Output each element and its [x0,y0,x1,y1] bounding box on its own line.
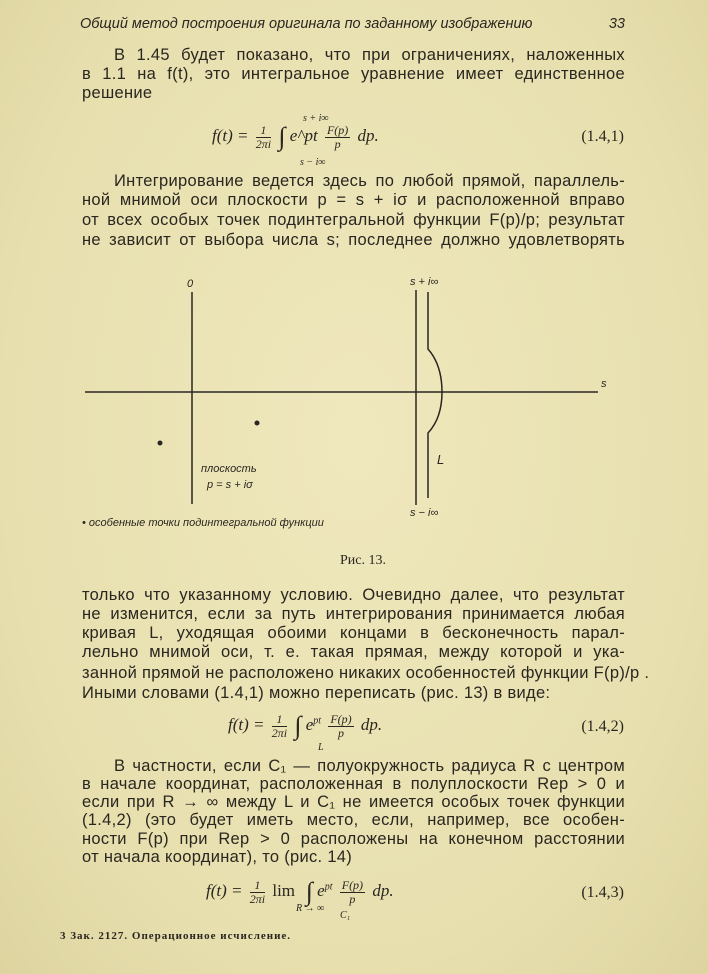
text-line: (1.4,2) (это будет иметь место, если, например, все особен- [82,811,625,829]
limit-subscript: R → ∞ [296,903,325,914]
figure-legend: • особенные точки подинтегральной функции [82,517,324,529]
eq-tail: dp. [360,714,383,734]
fraction-numerator: 1 [272,713,287,727]
integral-lower-limit: s − i∞ [300,157,326,168]
text-line: в начале координат, расположенная в полуплоскости Rep > 0 и [82,775,625,793]
coefficient-fraction [250,879,265,906]
text-line: кривая L, уходящая обоими концами в бесконечность парал- [82,624,625,642]
exponent: pt [313,715,322,727]
fraction-denominator: 2πi [255,136,272,151]
text-line: от всех особых точек подинтегральной функции F(p)/p; результат [82,211,625,229]
eq-lhs: f(t) = [206,880,243,900]
text-line: ной мнимой оси плоскости p = s + iσ и расположенной вправо [82,191,625,209]
eq-tail: dp. [372,880,394,900]
fraction-denominator: 2πi [249,891,266,906]
text-line: Иными словами (1.4,1) можно переписать (рис. 13) в виде: [82,684,551,702]
figure-caption: Рис. 13. [340,553,386,568]
equation-number: (1.4,1) [581,128,624,145]
page-number: 33 [608,16,625,32]
header-title: Общий метод построения оригинала по заданному изображению [80,16,533,32]
integral-lower-limit: L [318,742,324,753]
coefficient-fraction [272,713,287,740]
integral-sign: ∫ [299,877,313,906]
equation-body: f(t) = $\frac{1}{2\pi i}$ lim ∫ $e^{pt}$ $\frac{F(p)}{p}$ dp. [206,877,394,906]
fraction-denominator: p [349,891,356,906]
fraction-denominator: p [334,136,341,151]
integral-sign: ∫ [278,122,286,151]
integrand-fraction [328,713,353,740]
fraction-numerator: F(p) [326,122,349,137]
curve-L [428,292,445,498]
integral-sign: ∫ [294,711,302,740]
equation-body: f(t) = $\frac{1}{2\pi i}$ ∫ $e^{pt}$ $\frac{F(p)}{p}$ dp. [228,711,383,740]
plane-equation-label: p = s + iσ [207,479,253,491]
eq-lhs: f(t) = [212,125,249,145]
equation-number: (1.4,2) [581,718,624,735]
exponent: pt [324,881,333,893]
top-limit-label: s + i∞ [410,276,439,288]
text-line: в 1.1 на f(t), это интегральное уравнение имеет единственное [82,65,625,83]
text-line: В 1.45 будет показано, что при ограничениях, наложенных [114,46,625,64]
plane-label: плоскость [201,463,257,475]
eq-tail: dp. [357,125,379,145]
text-line: не зависит от выбора числа s; последнее должно удовлетворять [82,231,625,249]
text-line: только что указанному условию. Очевидно далее, что результат [82,586,625,604]
integrand-fraction [340,879,365,906]
text-line: ности F(p) при Rep > 0 расположены на конечном расстоянии [82,830,625,848]
eq-lhs: f(t) = [228,714,265,734]
singular-point [255,421,260,426]
equation-number: (1.4,3) [581,884,624,901]
curve-label: L [437,452,445,467]
integrand-exponential: e^pt [289,125,318,145]
text-line: решение [82,84,153,102]
text-line: не изменится, если за путь интегрирования принимается любая [82,605,625,623]
fraction-numerator: F(p) [330,711,352,726]
fraction-denominator: 2πi [271,725,288,740]
fraction-numerator: 1 [250,879,265,893]
singular-point [158,441,163,446]
text-line: Интегрирование ведется здесь по любой прямой, параллель- [114,172,625,190]
bottom-limit-label: s − i∞ [410,507,439,519]
text-line: занной прямой не расположено никаких особенностей функции F(p)/p . [82,664,650,682]
limit-operator: lim [272,880,296,900]
text-line: от начала координат), то (рис. 14) [82,848,353,866]
integral-lower-limit: C₁ [340,910,351,921]
text-line: если при R → ∞ между L и C₁ не имеется особых точек функции [82,793,625,811]
axis-label: s [601,378,607,390]
fraction-numerator: 1 [256,124,271,138]
text-line: лельно мнимой оси, т. е. такая прямая, между которой и ука- [82,643,625,661]
integral-upper-limit: s + i∞ [303,113,329,124]
printer-footer: 3 Зак. 2127. Операционное исчисление. [60,930,292,942]
fraction-numerator: F(p) [341,877,364,892]
fraction-denominator: p [337,725,344,740]
text-line: В частности, если C₁ — полуокружность радиуса R с центром [114,757,625,775]
origin-label: 0 [187,278,194,290]
